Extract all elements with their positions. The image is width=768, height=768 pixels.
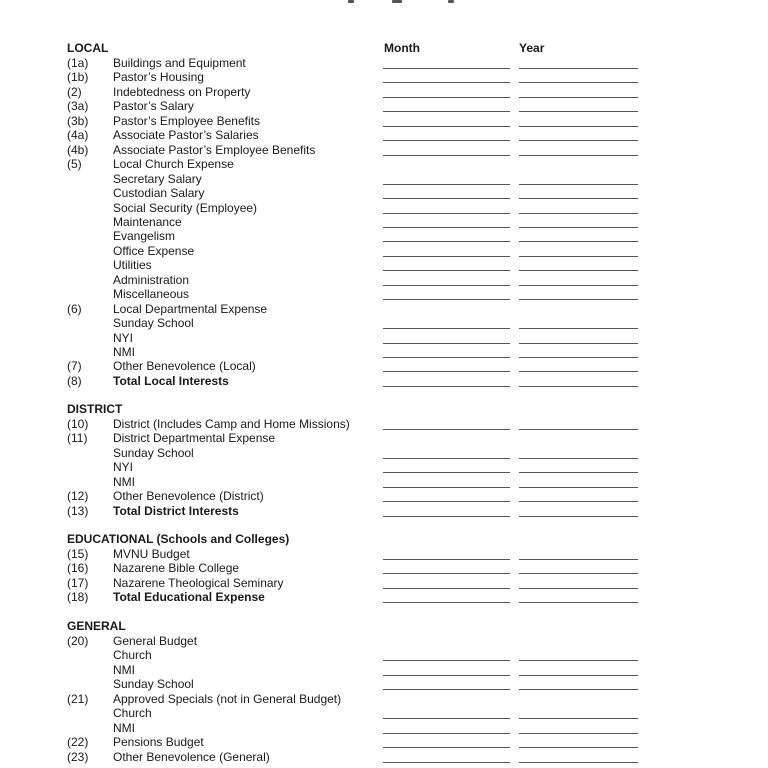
form-row: [0, 114, 768, 129]
form-row: [0, 735, 768, 750]
line-label: Indebtedness on Property: [113, 84, 251, 99]
line-number: (1a): [67, 56, 89, 70]
year-entry-line[interactable]: [519, 472, 638, 473]
line-label: NMI: [113, 345, 135, 359]
form-row: [0, 561, 768, 576]
month-entry-line[interactable]: [383, 602, 510, 603]
form-row: [0, 143, 768, 158]
line-label: District Departmental Expense: [113, 431, 276, 446]
year-entry-line[interactable]: [519, 155, 638, 156]
line-label: Sunday School: [113, 445, 194, 460]
form-row: [0, 648, 768, 663]
line-number: (21): [67, 691, 89, 706]
line-label: Other Benevolence (District): [113, 489, 264, 504]
form-row: [0, 634, 768, 649]
line-label: Administration: [113, 272, 190, 287]
month-entry-line[interactable]: [383, 270, 510, 271]
line-label: Nazarene Bible College: [113, 561, 240, 576]
section-title: GENERAL: [67, 619, 126, 633]
line-number: (20): [67, 634, 89, 648]
form-row: [0, 56, 768, 71]
month-entry-line[interactable]: [383, 82, 510, 83]
year-entry-line[interactable]: [519, 689, 638, 690]
month-entry-line[interactable]: [383, 689, 510, 690]
year-entry-line[interactable]: [519, 126, 638, 127]
line-number: (22): [67, 735, 89, 750]
line-label: District (Includes Camp and Home Missions): [113, 417, 350, 431]
form-row: [0, 706, 768, 721]
form-row: [0, 70, 768, 85]
line-number: (16): [67, 561, 89, 576]
year-entry-line[interactable]: [519, 198, 638, 199]
form-row: [0, 750, 768, 765]
form-row: [0, 677, 768, 692]
year-entry-line[interactable]: [519, 343, 638, 344]
line-number: (11): [67, 431, 88, 446]
form-row: [0, 331, 768, 346]
form-row: [0, 85, 768, 100]
line-label: NMI: [113, 662, 135, 677]
line-label: Miscellaneous: [113, 287, 190, 302]
year-entry-line[interactable]: [519, 660, 638, 661]
form-row: [0, 504, 768, 519]
section-title: DISTRICT: [67, 402, 123, 416]
line-label: Church: [113, 648, 152, 663]
form-row: [0, 244, 768, 259]
year-entry-line[interactable]: [519, 559, 638, 560]
month-entry-line[interactable]: [383, 588, 510, 589]
line-label: Utilities: [113, 258, 152, 273]
line-number: (3b): [67, 113, 89, 128]
line-label: Pastor’s Housing: [113, 70, 204, 85]
month-entry-line[interactable]: [383, 458, 510, 459]
month-entry-line[interactable]: [383, 487, 510, 488]
line-number: (2): [67, 84, 82, 99]
year-entry-line[interactable]: [519, 429, 638, 430]
month-entry-line[interactable]: [383, 111, 510, 112]
year-entry-line[interactable]: [519, 213, 638, 214]
year-entry-line[interactable]: [519, 516, 638, 517]
line-label: Nazarene Theological Seminary: [113, 575, 284, 590]
month-entry-line[interactable]: [383, 675, 510, 676]
month-entry-line[interactable]: [383, 429, 510, 430]
line-label: NYI: [113, 460, 134, 475]
line-number: (5): [67, 157, 82, 172]
month-entry-line[interactable]: [383, 241, 510, 242]
year-entry-line[interactable]: [519, 747, 638, 748]
line-label: Sunday School: [113, 677, 194, 692]
form-row: [0, 99, 768, 114]
year-entry-line[interactable]: [519, 386, 638, 387]
line-label: Evangelism: [113, 229, 176, 244]
form-row: [0, 258, 768, 273]
line-label: Local Church Expense: [113, 157, 234, 172]
line-number: (4a): [67, 128, 89, 143]
month-entry-line[interactable]: [383, 155, 510, 156]
line-label: Social Security (Employee): [113, 200, 258, 215]
month-entry-line[interactable]: [383, 140, 510, 141]
year-entry-line[interactable]: [519, 140, 638, 141]
line-label: Other Benevolence (Local): [113, 359, 256, 374]
month-entry-line[interactable]: [383, 386, 510, 387]
month-entry-line[interactable]: [383, 357, 510, 358]
form-row: [0, 345, 768, 360]
year-entry-line[interactable]: [519, 602, 638, 603]
year-entry-line[interactable]: [519, 458, 638, 459]
line-label: Maintenance: [113, 214, 182, 229]
line-label: Associate Pastor’s Employee Benefits: [113, 142, 316, 157]
line-number: (18): [67, 590, 89, 605]
form-row: [0, 460, 768, 475]
line-label: Pastor’s Employee Benefits: [113, 113, 260, 128]
year-entry-line[interactable]: [519, 270, 638, 271]
month-entry-line[interactable]: [383, 299, 510, 300]
cropped-heading-fragment: [340, 0, 460, 6]
month-entry-line[interactable]: [383, 501, 510, 502]
month-entry-line[interactable]: [383, 97, 510, 98]
line-label: Office Expense: [113, 243, 195, 258]
column-header-year: Year: [519, 41, 545, 55]
form-row: [0, 157, 768, 172]
line-label: NMI: [113, 720, 135, 735]
month-entry-line[interactable]: [383, 343, 510, 344]
month-entry-line[interactable]: [383, 285, 510, 286]
year-entry-line[interactable]: [519, 299, 638, 300]
year-entry-line[interactable]: [519, 227, 638, 228]
month-entry-line[interactable]: [383, 718, 510, 719]
form-row: [0, 431, 768, 446]
line-label: Approved Specials (not in General Budget): [113, 691, 342, 706]
line-label: Church: [113, 706, 152, 721]
form-row: [0, 721, 768, 736]
form-row: [0, 547, 768, 562]
year-entry-line[interactable]: [519, 675, 638, 676]
year-entry-line[interactable]: [519, 285, 638, 286]
year-entry-line[interactable]: [519, 588, 638, 589]
line-number: (6): [67, 301, 82, 316]
line-number: (17): [67, 575, 89, 590]
line-number: (23): [67, 749, 89, 764]
form-row: [0, 446, 768, 461]
line-label: NMI: [113, 474, 135, 489]
line-label: Other Benevolence (General): [113, 749, 270, 764]
month-entry-line[interactable]: [383, 762, 510, 763]
year-entry-line[interactable]: [519, 328, 638, 329]
section-title: LOCAL: [67, 41, 109, 55]
line-label: Pastor’s Salary: [113, 99, 194, 114]
year-entry-line[interactable]: [519, 733, 638, 734]
month-entry-line[interactable]: [383, 213, 510, 214]
month-entry-line[interactable]: [383, 198, 510, 199]
form-row: [0, 359, 768, 374]
form-row: [0, 302, 768, 317]
month-entry-line[interactable]: [383, 126, 510, 127]
month-entry-line[interactable]: [383, 227, 510, 228]
month-entry-line[interactable]: [383, 184, 510, 185]
total-label: Total District Interests: [113, 503, 239, 518]
month-entry-line[interactable]: [383, 472, 510, 473]
line-number: (3a): [67, 99, 89, 114]
month-entry-line[interactable]: [383, 328, 510, 329]
form-row: [0, 590, 768, 605]
line-label: Associate Pastor’s Salaries: [113, 128, 259, 143]
line-number: (8): [67, 373, 82, 388]
line-label: Pensions Budget: [113, 735, 204, 750]
year-entry-line[interactable]: [519, 97, 638, 98]
line-label: Sunday School: [113, 316, 194, 331]
total-label: Total Local Interests: [113, 373, 229, 388]
line-number: (12): [67, 489, 89, 504]
month-entry-line[interactable]: [383, 573, 510, 574]
line-number: (10): [67, 417, 89, 431]
line-label: Buildings and Equipment: [113, 56, 246, 70]
year-entry-line[interactable]: [519, 241, 638, 242]
form-row: [0, 316, 768, 331]
month-entry-line[interactable]: [383, 68, 510, 69]
line-label: General Budget: [113, 634, 198, 648]
month-entry-line[interactable]: [383, 733, 510, 734]
total-label: Total Educational Expense: [113, 590, 265, 605]
year-entry-line[interactable]: [519, 111, 638, 112]
month-entry-line[interactable]: [383, 559, 510, 560]
line-label: MVNU Budget: [113, 547, 190, 561]
line-label: Local Departmental Expense: [113, 301, 268, 316]
line-label: Secretary Salary: [113, 171, 202, 186]
month-entry-line[interactable]: [383, 660, 510, 661]
form-row: [0, 576, 768, 591]
line-label: Custodian Salary: [113, 186, 205, 201]
month-entry-line[interactable]: [383, 747, 510, 748]
form-row: [0, 186, 768, 201]
form-row: [0, 374, 768, 389]
month-entry-line[interactable]: [383, 516, 510, 517]
year-entry-line[interactable]: [519, 573, 638, 574]
year-entry-line[interactable]: [519, 487, 638, 488]
form-row: [0, 172, 768, 187]
year-entry-line[interactable]: [519, 68, 638, 69]
form-row: [0, 417, 768, 432]
year-entry-line[interactable]: [519, 371, 638, 372]
form-row: [0, 475, 768, 490]
form-row: [0, 287, 768, 302]
year-entry-line[interactable]: [519, 357, 638, 358]
line-number: (4b): [67, 142, 89, 157]
line-number: (15): [67, 547, 89, 561]
year-entry-line[interactable]: [519, 184, 638, 185]
form-row: [0, 229, 768, 244]
line-number: (1b): [67, 70, 89, 85]
month-entry-line[interactable]: [383, 371, 510, 372]
line-number: (13): [67, 503, 89, 518]
line-label: NYI: [113, 330, 134, 345]
form-row: [0, 128, 768, 143]
month-entry-line[interactable]: [383, 256, 510, 257]
year-entry-line[interactable]: [519, 718, 638, 719]
year-entry-line[interactable]: [519, 762, 638, 763]
form-row: [0, 215, 768, 230]
form-row: [0, 489, 768, 504]
line-number: (7): [67, 359, 82, 374]
year-entry-line[interactable]: [519, 501, 638, 502]
section-title: EDUCATIONAL (Schools and Colleges): [67, 532, 290, 546]
form-row: [0, 273, 768, 288]
year-entry-line[interactable]: [519, 82, 638, 83]
form-row: [0, 692, 768, 707]
column-header-month: Month: [384, 41, 420, 55]
form-row: [0, 663, 768, 678]
year-entry-line[interactable]: [519, 256, 638, 257]
form-row: [0, 201, 768, 216]
